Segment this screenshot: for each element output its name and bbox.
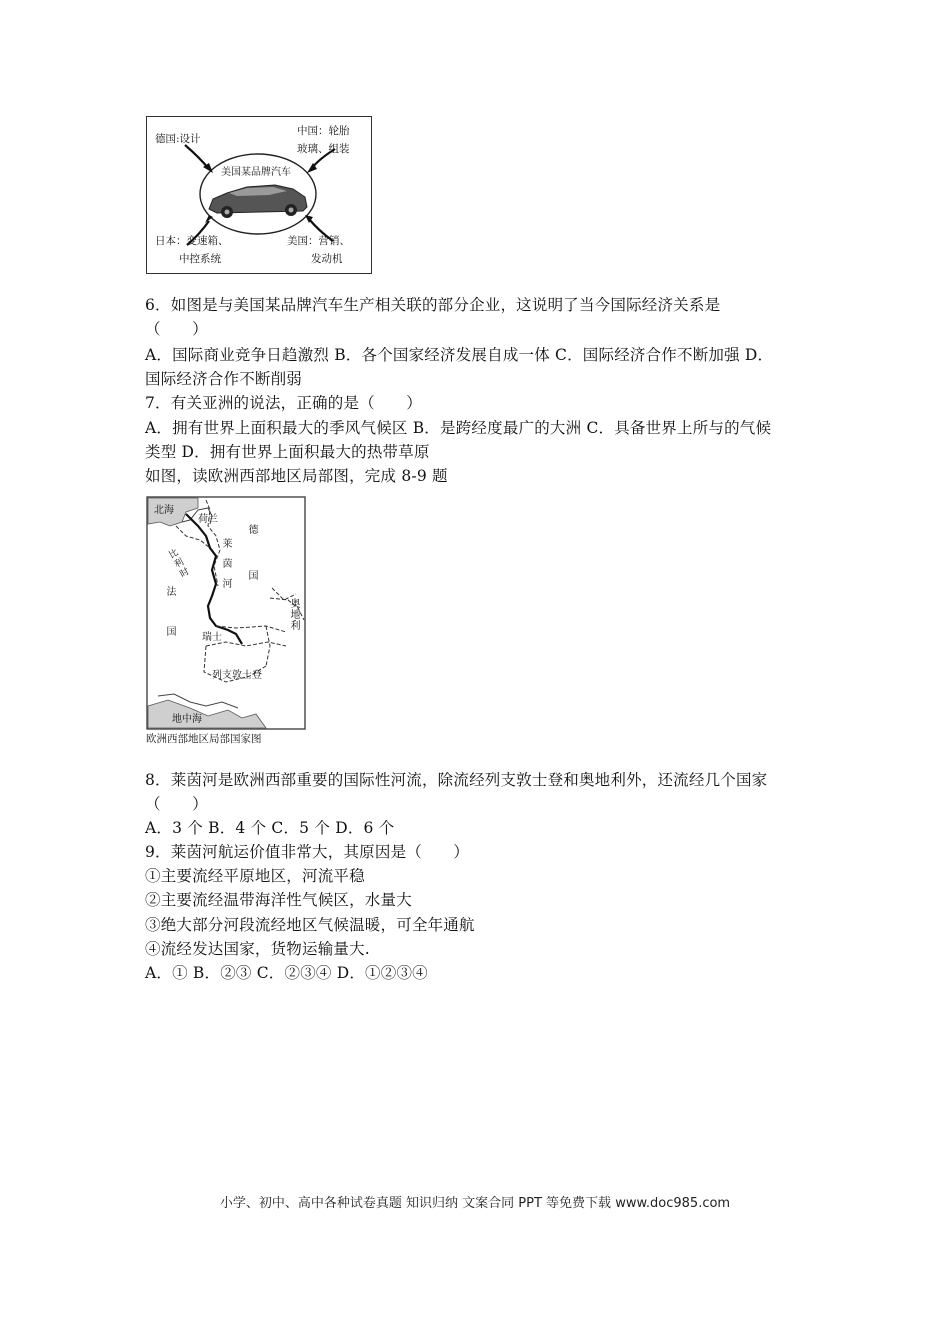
page-footer: 小学、初中、高中各种试卷真题 知识归纳 文案合同 PPT 等免费下载 www.doc985.com <box>219 1196 731 1211</box>
q7-options: A．拥有世界上面积最大的季风气候区 B．是跨经度最广的大洲 C．具备世界上所与的气候 <box>145 419 772 437</box>
switzerland-label: 瑞士 <box>202 632 222 643</box>
q8-options: A．3 个 B．4 个 C．5 个 D．6 个 <box>145 819 395 837</box>
q6-options: A．国际商业竞争日趋激烈 B．各个国家经济发展自成一体 C．国际经济合作不断加强 D． <box>145 346 774 364</box>
germany-map-label: 德国 <box>246 524 257 616</box>
germany-label: 德国:设计 <box>155 133 201 145</box>
china-label-line1: 中国：轮胎 <box>297 125 350 137</box>
japan-label-line1: 日本：变速箱、 <box>155 235 229 247</box>
map-instruction: 如图，读欧洲西部地区局部图，完成 8-9 题 <box>145 467 448 485</box>
q9-item-2: ②主要流经温带海洋性气候区，水量大 <box>145 891 412 909</box>
belgium-label: 比利时 <box>165 547 191 582</box>
car-production-figure <box>146 116 372 274</box>
rhine-label: 莱茵河 <box>220 538 231 598</box>
japan-label-line2: 中控系统 <box>179 253 221 265</box>
france-label: 法国 <box>164 586 175 666</box>
liechtenstein-label: 列支敦士登 <box>212 670 262 681</box>
center-label: 美国某品牌汽车 <box>221 167 291 178</box>
china-label-line2: 玻璃、组装 <box>297 143 350 155</box>
netherlands-label: 荷兰 <box>198 514 218 525</box>
q7-stem: 7．有关亚洲的说法，正确的是（ ） <box>145 394 422 412</box>
q6-blank: （ ） <box>145 320 208 338</box>
q6-options-cont: 国际经济合作不断削弱 <box>145 370 303 388</box>
q6-stem: 6．如图是与美国某品牌汽车生产相关联的部分企业，这说明了当今国际经济关系是 <box>145 296 721 314</box>
usa-label-line1: 美国：营销、 <box>287 235 350 247</box>
mediterranean-label: 地中海 <box>172 714 202 725</box>
western-europe-map <box>146 496 308 748</box>
q9-item-3: ③绝大部分河段流经地区气候温暖，可全年通航 <box>145 916 475 934</box>
q9-stem: 9．莱茵河航运价值非常大，其原因是（ ） <box>145 843 470 861</box>
car-icon <box>209 185 307 218</box>
q8-blank: （ ） <box>145 795 208 813</box>
usa-label-line2: 发动机 <box>311 253 343 265</box>
q9-item-1: ①主要流经平原地区，河流平稳 <box>145 867 365 885</box>
q7-options-cont: 类型 D．拥有世界上面积最大的热带草原 <box>145 443 430 461</box>
map-caption: 欧洲西部地区局部国家图 <box>146 733 262 745</box>
austria-label: 奥地利 <box>288 598 299 631</box>
q9-item-4: ④流经发达国家，货物运输量大. <box>145 940 370 958</box>
q9-options: A．① B．②③ C．②③④ D．①②③④ <box>145 964 428 982</box>
north-sea-label: 北海 <box>154 505 174 516</box>
q8-stem: 8．莱茵河是欧洲西部重要的国际性河流，除流经列支敦士登和奥地利外，还流经几个国家 <box>145 771 768 789</box>
